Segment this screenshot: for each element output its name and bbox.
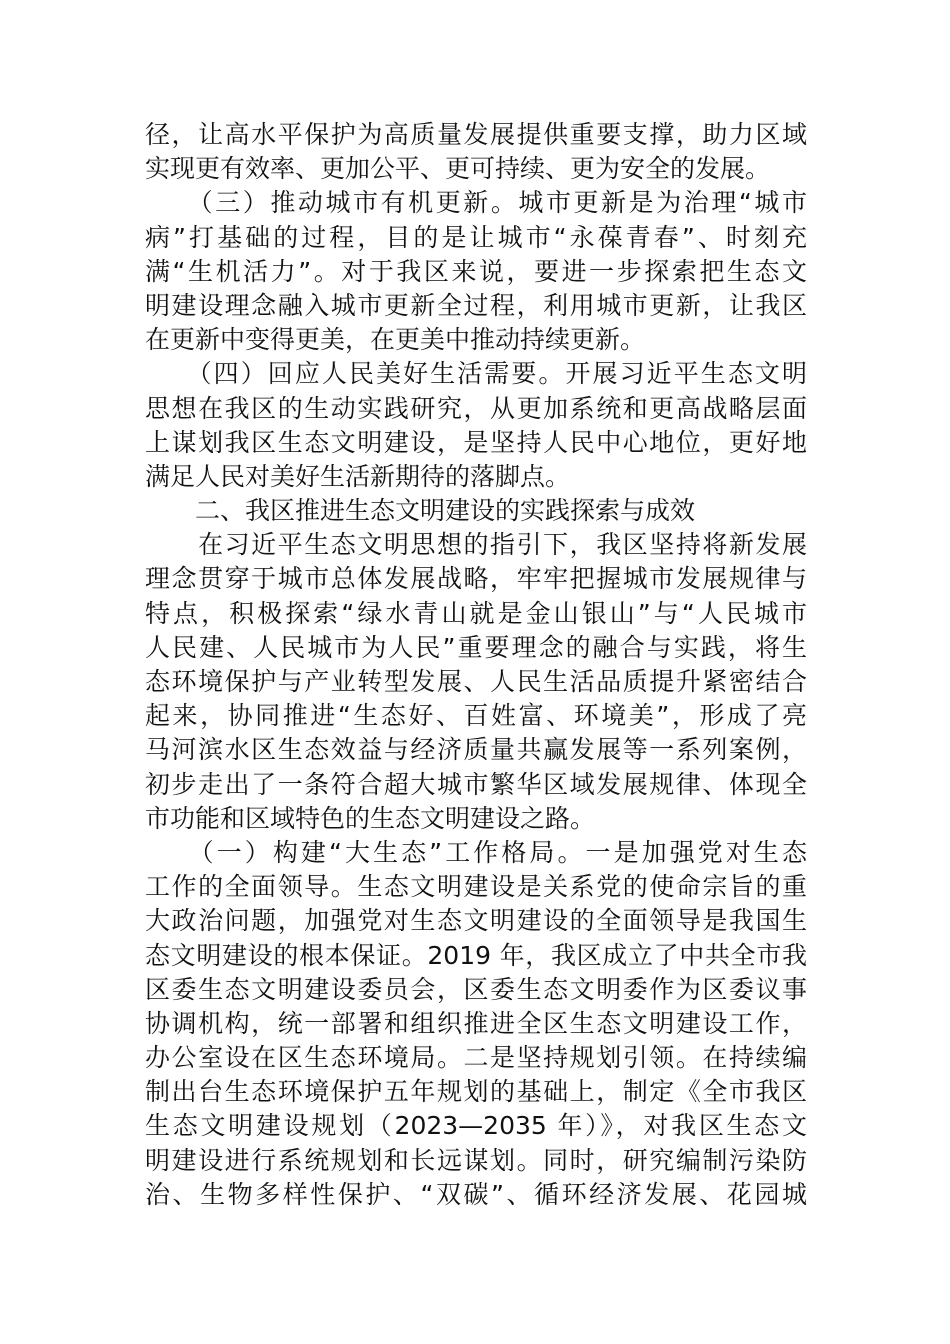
text-line: 生态文明建设规划（2023—2035 年）》，对我区生态文 <box>145 1111 807 1141</box>
text-line: 思想在我区的生动实践研究，从更加系统和更高战略层面 <box>145 393 807 423</box>
text-line: 上谋划我区生态文明建设，是坚持人民中心地位，更好地 <box>145 427 807 457</box>
section-heading-3: （三）推动城市有机更新。城市更新是为治理“城市 <box>145 188 807 218</box>
text-line: 马河滨水区生态效益与经济质量共赢发展等一系列案例， <box>145 735 807 765</box>
text-line: 满“生机活力”。对于我区来说，要进一步探索把生态文 <box>145 256 807 286</box>
text-line: 满足人民对美好生活新期待的落脚点。 <box>145 461 571 491</box>
text-line: 协调机构，统一部署和组织推进全区生态文明建设工作， <box>145 1008 807 1038</box>
text-line: 区委生态文明建设委员会，区委生态文明委作为区委议事 <box>145 974 807 1004</box>
section-heading-1: （一）构建“大生态”工作格局。一是加强党对生态 <box>145 837 807 867</box>
text-line: 径，让高水平保护为高质量发展提供重要支撑，助力区域 <box>145 120 807 149</box>
text-line: 办公室设在区生态环境局。二是坚持规划引领。在持续编 <box>145 1043 807 1073</box>
text-line: 人民建、人民城市为人民”重要理念的融合与实践，将生 <box>145 632 807 662</box>
text-line: 起来，协同推进“生态好、百姓富、环境美”，形成了亮 <box>145 701 807 731</box>
text-line: 特点，积极探索“绿水青山就是金山银山”与“人民城市 <box>145 598 807 628</box>
text-line: 治、生物多样性保护、“双碳”、循环经济发展、花园城 <box>145 1179 807 1209</box>
text-line: 市功能和区域特色的生态文明建设之路。 <box>145 803 596 833</box>
text-line: 在习近平生态文明思想的指引下，我区坚持将新发展 <box>145 530 807 560</box>
body-text <box>145 118 807 1212</box>
text-line: 实现更有效率、更加公平、更可持续、更为安全的发展。 <box>145 154 771 184</box>
text-line: 初步走出了一条符合超大城市繁华区域发展规律、体现全 <box>145 769 807 799</box>
text-line: 态环境保护与产业转型发展、人民生活品质提升紧密结合 <box>145 667 807 696</box>
text-line: 在更新中变得更美，在更美中推动持续更新。 <box>145 325 646 355</box>
text-line: 病”打基础的过程，目的是让城市“永葆青春”、时刻充 <box>145 222 807 252</box>
text-line: 理念贯穿于城市总体发展战略，牢牢把握城市发展规律与 <box>145 564 807 594</box>
section-heading-4: （四）回应人民美好生活需要。开展习近平生态文明 <box>145 359 807 389</box>
text-line: 态文明建设的根本保证。2019 年，我区成立了中共全市我 <box>145 940 807 970</box>
text-line: 大政治问题，加强党对生态文明建设的全面领导是我国生 <box>145 906 807 936</box>
chapter-heading-2: 二、我区推进生态文明建设的实践探索与成效 <box>145 496 696 526</box>
text-line: 工作的全面领导。生态文明建设是关系党的使命宗旨的重 <box>145 872 807 902</box>
text-line: 制出台生态环境保护五年规划的基础上，制定《全市我区 <box>145 1077 807 1107</box>
text-line: 明建设理念融入城市更新全过程，利用城市更新，让我区 <box>145 290 807 320</box>
text-line: 明建设进行系统规划和长远谋划。同时，研究编制污染防 <box>145 1145 807 1175</box>
